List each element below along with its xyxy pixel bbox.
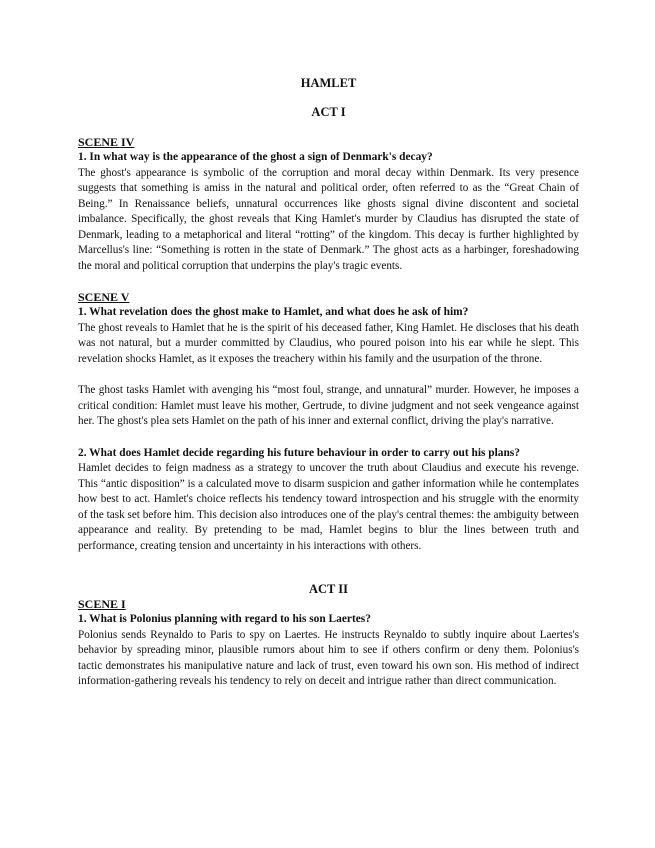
answer-paragraph: Hamlet decides to feign madness as a strategy to uncover the truth about Claudius and execute his revenge. This “antic disposition” is a calculated move to disarm suspicion and gather information while he contemplates how best to act. Hamlet's choice reflects his tendency toward introspection and his struggle with the enormity of the task set before him. This decision also introduces one of the play's central themes: the ambiguity between appearance and reality. By pretending to be mad, Hamlet begins to blur the lines between truth and performance, creating tension and uncertainty in his interactions with others.	[78, 462, 579, 552]
document-title: HAMLET	[300, 76, 357, 90]
act-heading: ACT I	[311, 105, 346, 119]
question: 1. What is Polonius planning with regard to his son Laertes?	[78, 613, 371, 625]
answer-paragraph: Polonius sends Reynaldo to Paris to spy on Laertes. He instructs Reynaldo to subtly inquire about Laertes's behavior by spreading minor, plausible rumors about him to see if others confirm or deny them. Polonius's tactic demonstrates his manipulative nature and lack of trust, even toward his own son. His method of indirect information-gathering reveals his tendency to rely on deceit and intrigue rather than direct communication.	[78, 628, 579, 687]
question: 1. In what way is the appearance of the ghost a sign of Denmark's decay?	[78, 151, 433, 163]
question: 2. What does Hamlet decide regarding his future behaviour in order to carry out his plans?	[78, 446, 520, 459]
act-heading: ACT II	[308, 582, 349, 596]
answer-paragraph: The ghost tasks Hamlet with avenging his “most foul, strange, and unnatural” murder. However, he imposes a critical condition: Hamlet must leave his mother, Gertrude, to divine judgment and not seek vengeance against her. The ghost's plea sets Hamlet on the path of his inner and external conflict, driving the play's narrative.	[78, 384, 579, 427]
scene-heading: SCENE IV	[78, 135, 135, 149]
question: 1. What revelation does the ghost make to Hamlet, and what does he ask of him?	[78, 306, 469, 318]
answer-paragraph: The ghost reveals to Hamlet that he is the spirit of his deceased father, King Hamlet. He discloses that his death was not natural, but a murder committed by Claudius, who poured poison into his ear while he slept. This revelation shocks Hamlet, as it exposes the treachery within his family and the usurpation of the throne.	[78, 321, 579, 365]
scene-heading: SCENE V	[78, 290, 130, 304]
answer-paragraph: The ghost's appearance is symbolic of the corruption and moral decay within Denmark. Its very presence suggests that something is amiss in the natural and political order, often referred to as the “Great Chain of Being.” In Renaissance beliefs, unnatural occurrences like ghosts signal divine discontent and societal imbalance. Specifically, the ghost reveals that King Hamlet's murder by Claudius has disrupted the state of Denmark, leading to a metaphorical and literal “rotting” of the kingdom. This decay is further highlighted by Marcellus's line: “Something is rotten in the state of Denmark.” The ghost acts as a harbinger, foreshadowing the moral and political corruption that underpins the play's tragic events.	[78, 166, 579, 272]
scene-heading: SCENE I	[78, 597, 126, 611]
